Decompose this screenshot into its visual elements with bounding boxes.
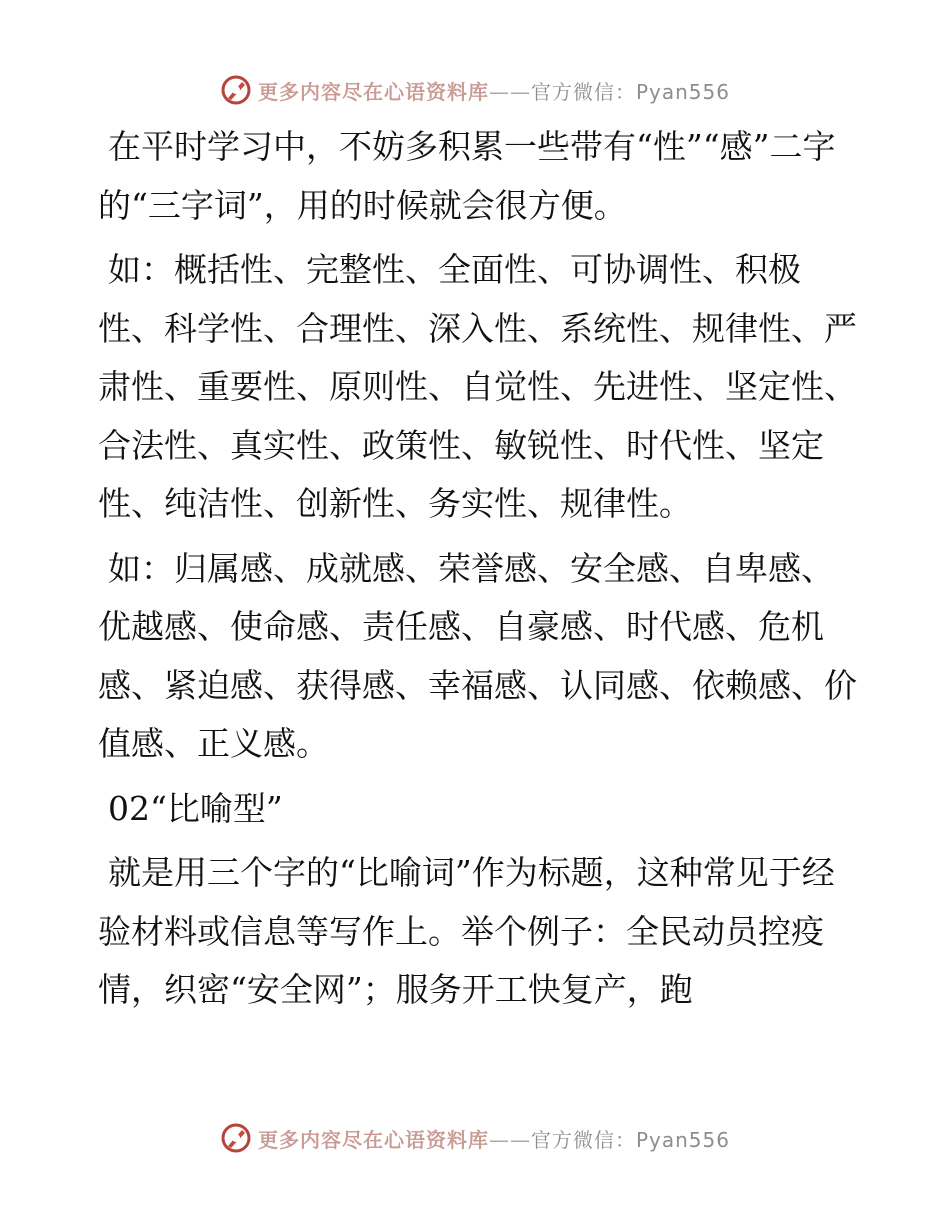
footer-dash: —— <box>488 1127 531 1152</box>
pen-logo-icon <box>220 74 252 106</box>
header-dash: —— <box>488 79 531 104</box>
header-watermark <box>0 70 950 110</box>
paragraph-xing-words: 如：概括性、完整性、全面性、可协调性、积极性、科学性、合理性、深入性、系统性、规律性、严肃性、重要性、原则性、自觉性、先进性、坚定性、合法性、真实性、政策性、敏锐性、时代性、坚定性、纯洁性、创新性、务实性、规律性。 <box>98 250 857 523</box>
header-wechat: 官方微信：Pyan556 <box>530 79 730 104</box>
header-brand: 更多内容尽在心语资料库 <box>257 79 489 104</box>
footer-brand: 更多内容尽在心语资料库 <box>257 1127 489 1152</box>
footer-wechat: 官方微信：Pyan556 <box>530 1127 730 1152</box>
paragraph-intro: 在平时学习中，不妨多积累一些带有“性”“感”二字的“三字词”，用的时候就会很方便。 <box>98 127 836 225</box>
pen-logo-icon <box>220 1122 252 1154</box>
section-heading-02: 02“比喻型” <box>108 788 283 828</box>
footer-watermark <box>0 1118 950 1158</box>
paragraph-metaphor: 就是用三个字的“比喻词”作为标题，这种常见于经验材料或信息等写作上。举个例子：全民动员控疫情，织密“安全网”；服务开工快复产，跑 <box>98 853 835 1009</box>
document-body <box>98 118 858 1026</box>
paragraph-gan-words: 如：归属感、成就感、荣誉感、安全感、自卑感、优越感、使命感、责任感、自豪感、时代感、危机感、紧迫感、获得感、幸福感、认同感、依赖感、价值感、正义感。 <box>98 548 857 763</box>
